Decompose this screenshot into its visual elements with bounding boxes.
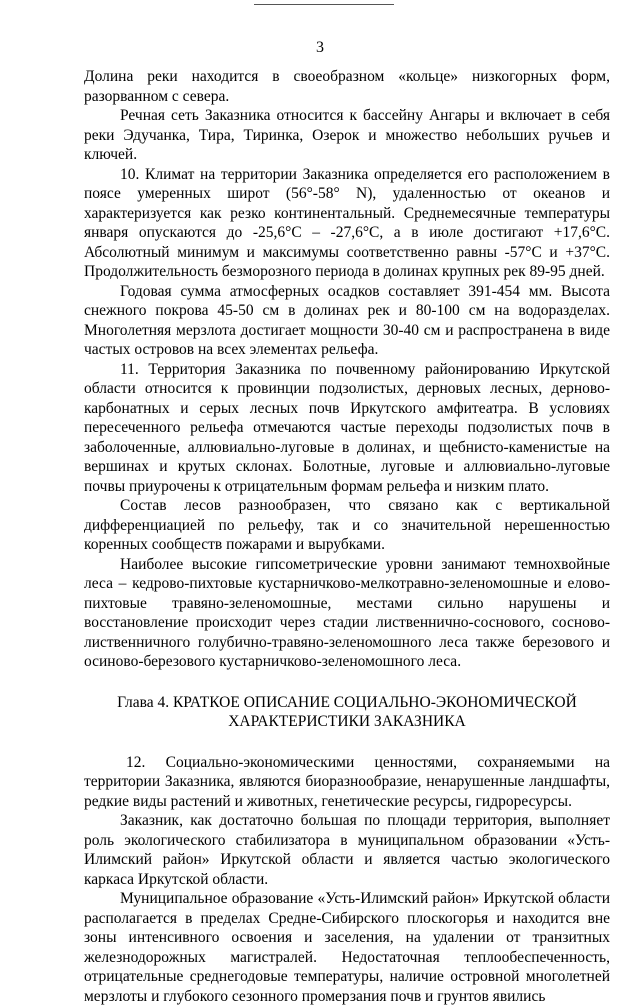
- paragraph-soils: 11. Территория Заказника по почвенному районированию Иркутской области относится к провинции подзолистых, дерновых лесных, дерново-карбонатных и серых лесных почв Иркутского амфитеатра. В условиях пересеченного рельефа отмечаются частые переходы подзолистых почв в заболоченные, аллювиально-луговые в долинах, и щебнисто-каменистые на вершинах и крутых склонах. Болотные, луговые и аллювиально-луговые почвы приурочены к отрицательным формам рельефа и низким плато.: [84, 360, 610, 495]
- chapter-heading: [84, 693, 610, 732]
- paragraph-valley: Долина реки находится в своеобразном «кольце» низкогорных форм, разорванном с севера.: [84, 68, 610, 105]
- page-body: [84, 67, 610, 1006]
- paragraph-ecological-stabilizer: Заказник, как достаточно большая по площади территория, выполняет роль экологического стабилизатора в муниципальном образовании «Усть-Илимский район» Иркутской области и является частью экологического каркаса Иркутской области.: [84, 812, 610, 888]
- paragraph-hypsometric-levels: Наиболее высокие гипсометрические уровни занимают темнохвойные леса – кедрово-пихтовые кустарничково-мелкотравно-зеленомошные и елово-пихтовые травяно-зеленомошные, местами сильно нарушены и восстановление происходит через стадии лиственнично-соснового, сосново-лиственничного голубично-травяно-зеленомошного леса также березового и осиново-березового кустарничково-зеленомошного леса.: [84, 555, 610, 670]
- paragraph-socio-economic-values: 12. Социально-экономическими ценностями, сохраняемыми на территории Заказника, являются биоразнообразие, ненарушенные ландшафты, редкие виды растений и животных, генетические ресурсы, гидроресурсы.: [84, 753, 610, 810]
- paragraph-municipal-district: Муниципальное образование «Усть-Илимский район» Иркутской области располагается в пределах Средне-Сибирского плоскогорья и находится вне зоны интенсивного освоения и заселения, на удалении от транзитных железнодорожных магистралей. Недостаточная теплообеспеченность, отрицательные среднегодовые температуры, наличие островной многолетней мерзлоты и глубокого сезонного промерзания почв и грунтов явились: [84, 890, 610, 1005]
- top-rule: [254, 4, 394, 5]
- paragraph-precipitation: Годовая сумма атмосферных осадков составляет 391-454 мм. Высота снежного покрова 45-50 см в долинах рек и 80-100 см на водоразделах. Многолетняя мерзлота достигает мощности 30-40 см и распространена в виде частых островов на всех элементах рельефа.: [84, 282, 610, 358]
- chapter-title-line-2: ХАРАКТЕРИСТИКИ ЗАКАЗНИКА: [228, 713, 466, 730]
- paragraph-climate: 10. Климат на территории Заказника определяется его расположением в поясе умеренных широт (56°-58° N), удаленностью от океанов и характеризуется как резко континентальный. Среднемесячные температуры января опускаются до -25,6°С – -27,6°С, а в июле достигают +17,6°С. Абсолютный минимум и максимумы соответственно равны -57°С и +37°С. Продолжительность безморозного периода в долинах крупных рек 89-95 дней.: [84, 165, 610, 280]
- paragraph-river-network: Речная сеть Заказника относится к бассейну Ангары и включает в себя реки Эдучанка, Тира, Тиринка, Озерок и множество небольших ручьев и ключей.: [84, 107, 610, 163]
- page-number: 3: [316, 39, 324, 56]
- chapter-title-line-1: Глава 4. КРАТКОЕ ОПИСАНИЕ СОЦИАЛЬНО-ЭКОНОМИЧЕСКОЙ: [117, 693, 577, 711]
- paragraph-forest-composition: Состав лесов разнообразен, что связано как с вертикальной дифференциацией по рельефу, так и со значительной нерешенностью коренных сообществ пожарами и вырубками.: [84, 497, 610, 553]
